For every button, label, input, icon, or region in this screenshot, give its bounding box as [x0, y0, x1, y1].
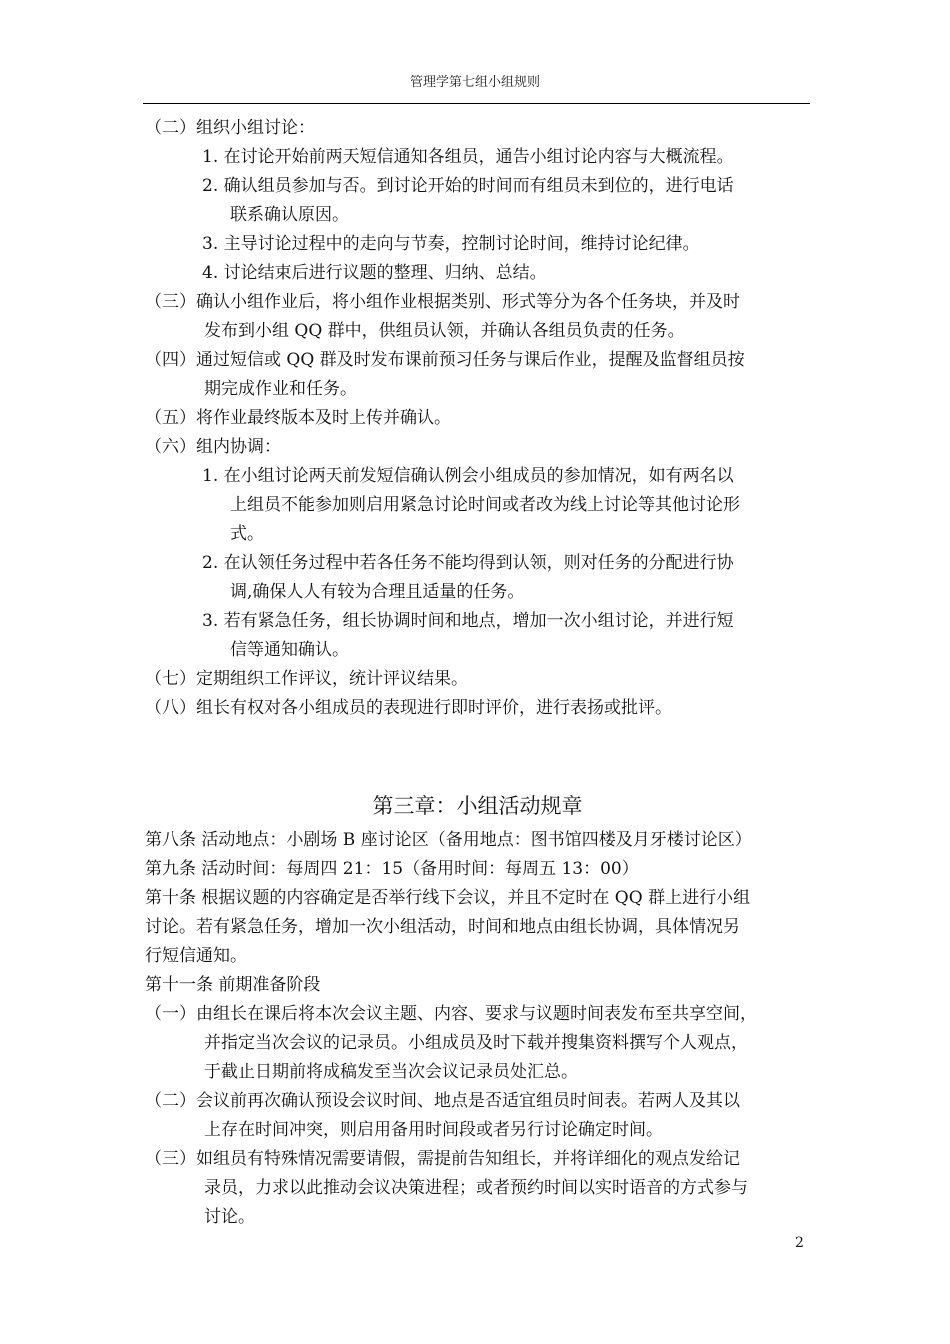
paragraph-continuation: 讨论。	[204, 1207, 255, 1227]
paragraph-line: （六）组内协调：	[145, 437, 281, 457]
paragraph-continuation: 上存在时间冲突，则启用备用时间段或者另行讨论确定时间。	[204, 1120, 663, 1140]
list-item-continuation: 联系确认原因。	[230, 205, 349, 225]
section-spacer	[145, 723, 810, 786]
article-line: 第十一条 前期准备阶段	[145, 975, 321, 995]
list-item: 1. 在讨论开始前两天短信通知各组员，通告小组讨论内容与大概流程。	[202, 147, 734, 167]
chapter-title: 第三章：小组活动规章	[372, 794, 583, 818]
paragraph-line: （四）通过短信或 QQ 群及时发布课前预习任务与课后作业，提醒及监督组员按	[145, 350, 745, 370]
paragraph-continuation: 于截止日期前将成稿发至当次会议记录员处汇总。	[204, 1062, 578, 1082]
article-line: 第十条 根据议题的内容确定是否举行线下会议，并且不定时在 QQ 群上进行小组	[145, 888, 751, 908]
paragraph-continuation: 录员，力求以此推动会议决策进程；或者预约时间以实时语音的方式参与	[204, 1178, 748, 1198]
list-item-continuation: 式。	[230, 524, 264, 544]
list-item: 2. 确认组员参加与否。到讨论开始的时间而有组员未到位的，进行电话	[202, 176, 734, 196]
list-item-continuation: 信等通知确认。	[230, 640, 349, 660]
list-item: 1. 在小组讨论两天前发短信确认例会小组成员的参加情况，如有两名以	[202, 466, 734, 486]
article-line: 讨论。若有紧急任务，增加一次小组活动，时间和地点由组长协调，具体情况另	[145, 917, 740, 937]
list-item-continuation: 上组员不能参加则启用紧急讨论时间或者改为线上讨论等其他讨论形	[230, 495, 740, 515]
paragraph-line: （七）定期组织工作评议，统计评议结果。	[145, 669, 468, 689]
paragraph-continuation: 发布到小组 QQ 群中，供组员认领，并确认各组员负责的任务。	[204, 321, 685, 341]
paragraph-continuation: 并指定当次会议的记录员。小组成员及时下载并搜集资料撰写个人观点，	[204, 1033, 748, 1053]
paragraph-line: （一）由组长在课后将本次会议主题、内容、要求与议题时间表发布至共享空间，	[145, 1004, 757, 1024]
article-line: 第八条 活动地点：小剧场 B 座讨论区（备用地点：图书馆四楼及月牙楼讨论区）	[145, 830, 752, 850]
list-item: 3. 主导讨论过程中的走向与节奏，控制讨论时间，维持讨论纪律。	[202, 234, 700, 254]
paragraph-line: （三）如组员有特殊情况需要请假，需提前告知组长，并将详细化的观点发给记	[145, 1149, 740, 1169]
paragraph-continuation: 期完成作业和任务。	[204, 379, 357, 399]
list-item: 4. 讨论结束后进行议题的整理、归纳、总结。	[202, 263, 547, 283]
paragraph-line: （二）会议前再次确认预设会议时间、地点是否适宜组员时间表。若两人及其以	[145, 1091, 740, 1111]
paragraph-line: （三）确认小组作业后，将小组作业根据类别、形式等分为各个任务块，并及时	[145, 292, 740, 312]
header-rule	[143, 103, 810, 104]
list-item-continuation: 调,确保人人有较为合理且适量的任务。	[230, 582, 525, 602]
paragraph-line: （五）将作业最终版本及时上传并确认。	[145, 408, 451, 428]
list-item: 3. 若有紧急任务，组长协调时间和地点，增加一次小组讨论，并进行短	[202, 611, 734, 631]
article-line: 行短信通知。	[145, 946, 247, 966]
article-line: 第九条 活动时间：每周四 21：15（备用时间：每周五 13：00）	[145, 859, 639, 879]
paragraph-line: （八）组长有权对各小组成员的表现进行即时评价，进行表扬或批评。	[145, 698, 672, 718]
page-number: 2	[795, 1235, 804, 1251]
document-body	[145, 114, 810, 1232]
page-header: 管理学第七组小组规则	[409, 75, 540, 90]
paragraph-line: （二）组织小组讨论：	[145, 118, 315, 138]
list-item: 2. 在认领任务过程中若各任务不能均得到认领，则对任务的分配进行协	[202, 553, 734, 573]
